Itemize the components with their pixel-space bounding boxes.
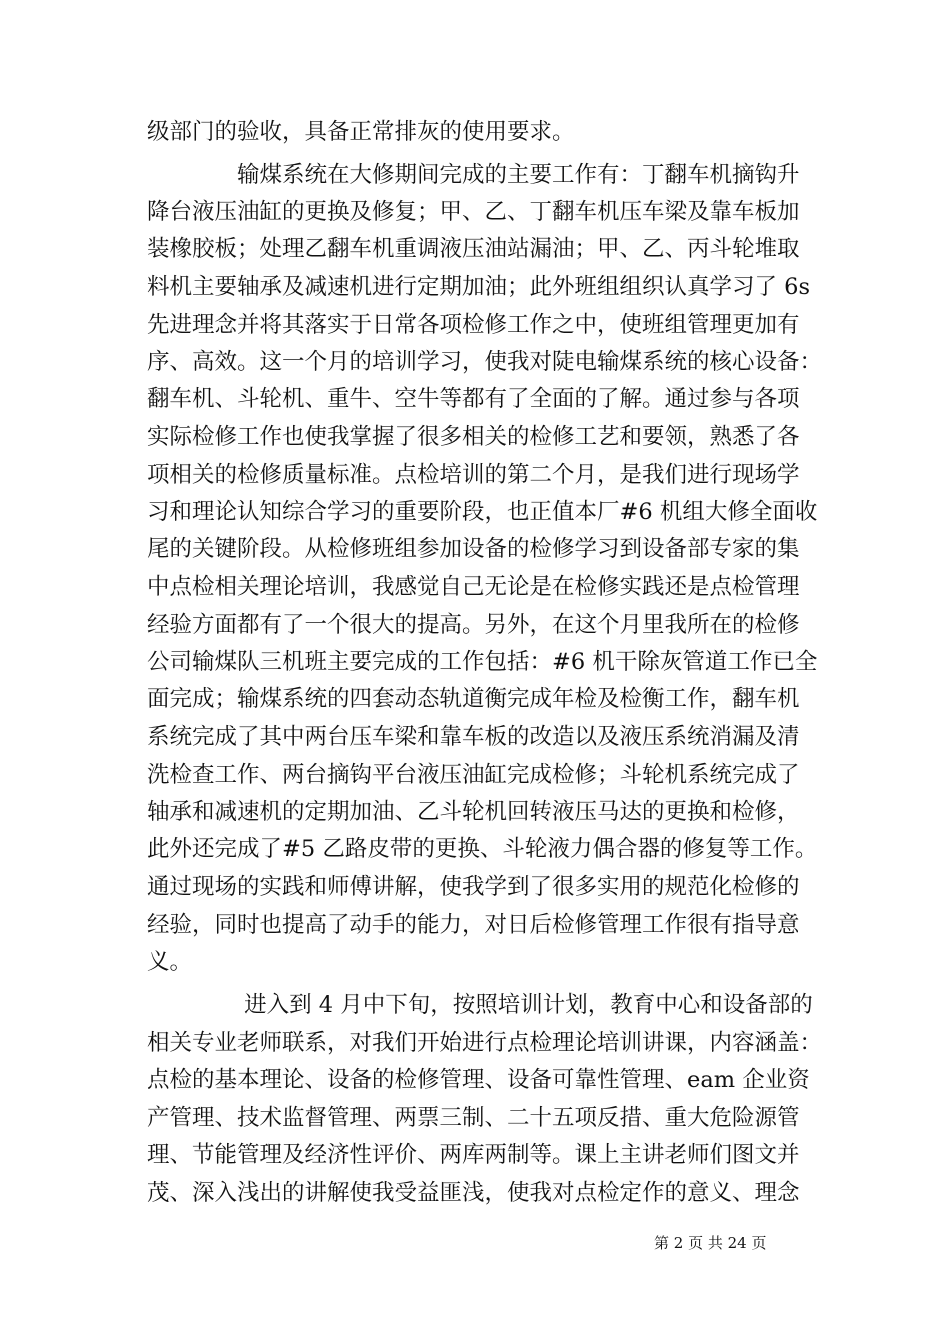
text-line: 装橡胶板；处理乙翻车机重调液压油站漏油；甲、乙、丙斗轮堆取 (147, 236, 800, 262)
text-line: 相关专业老师联系，对我们开始进行点检理论培训讲课，内容涵盖： (147, 1030, 823, 1056)
text-line: 面完成；输煤系统的四套动态轨道衡完成年检及检衡工作，翻车机 (147, 686, 800, 712)
text-line: 序、高效。这一个月的培训学习，使我对陡电输煤系统的核心设备： (147, 349, 823, 375)
text-line: 尾的关键阶段。从检修班组参加设备的检修学习到设备部专家的集 (147, 536, 800, 562)
text-line: 级部门的验收，具备正常排灰的使用要求。 (147, 119, 575, 145)
text-line: 经验方面都有了一个很大的提高。另外，在这个月里我所在的检修 (147, 612, 800, 638)
text-line: 公司输煤队三机班主要完成的工作包括：#6 机干除灰管道工作已全 (147, 649, 818, 675)
text-line: 通过现场的实践和师傅讲解，使我学到了很多实用的规范化检修的 (147, 874, 800, 900)
text-line: 中点检相关理论培训，我感觉自己无论是在检修实践还是点检管理 (147, 574, 800, 600)
page-footer: 第 2 页 共 24 页 (654, 1234, 767, 1252)
text-line: 料机主要轴承及减速机进行定期加油；此外班组组织认真学习了 6s (147, 274, 811, 300)
text-line: 进入到 4 月中下旬，按照培训计划，教育中心和设备部的 (147, 992, 813, 1018)
text-line: 轴承和减速机的定期加油、乙斗轮机回转液压马达的更换和检修， (147, 799, 800, 825)
text-line: 习和理论认知综合学习的重要阶段，也正值本厂#6 机组大修全面收 (147, 499, 818, 525)
text-line: 茂、深入浅出的讲解使我受益匪浅，使我对点检定作的意义、理念 (147, 1180, 800, 1206)
text-line: 输煤系统在大修期间完成的主要工作有：丁翻车机摘钩升 (147, 162, 800, 188)
text-line: 先进理念并将其落实于日常各项检修工作之中，使班组管理更加有 (147, 312, 800, 338)
text-line: 理、节能管理及经济性评价、两库两制等。课上主讲老师们图文并 (147, 1142, 800, 1168)
text-line: 项相关的检修质量标准。点检培训的第二个月，是我们进行现场学 (147, 462, 800, 488)
text-line: 产管理、技术监督管理、两票三制、二十五项反措、重大危险源管 (147, 1105, 800, 1131)
text-line: 降台液压油缸的更换及修复；甲、乙、丁翻车机压车梁及靠车板加 (147, 199, 800, 225)
text-line: 翻车机、斗轮机、重牛、空牛等都有了全面的了解。通过参与各项 (147, 386, 800, 412)
text-line: 义。 (147, 949, 193, 975)
text-line: 系统完成了其中两台压车梁和靠车板的改造以及液压系统消漏及清 (147, 724, 800, 750)
text-line: 实际检修工作也使我掌握了很多相关的检修工艺和要领，熟悉了各 (147, 424, 800, 450)
text-line: 此外还完成了#5 乙路皮带的更换、斗轮液力偶合器的修复等工作。 (147, 836, 818, 862)
text-line: 点检的基本理论、设备的检修管理、设备可靠性管理、eam 企业资 (147, 1067, 810, 1093)
text-line: 洗检查工作、两台摘钩平台液压油缸完成检修；斗轮机系统完成了 (147, 762, 800, 788)
text-line: 经验，同时也提高了动手的能力，对日后检修管理工作很有指导意 (147, 912, 800, 938)
